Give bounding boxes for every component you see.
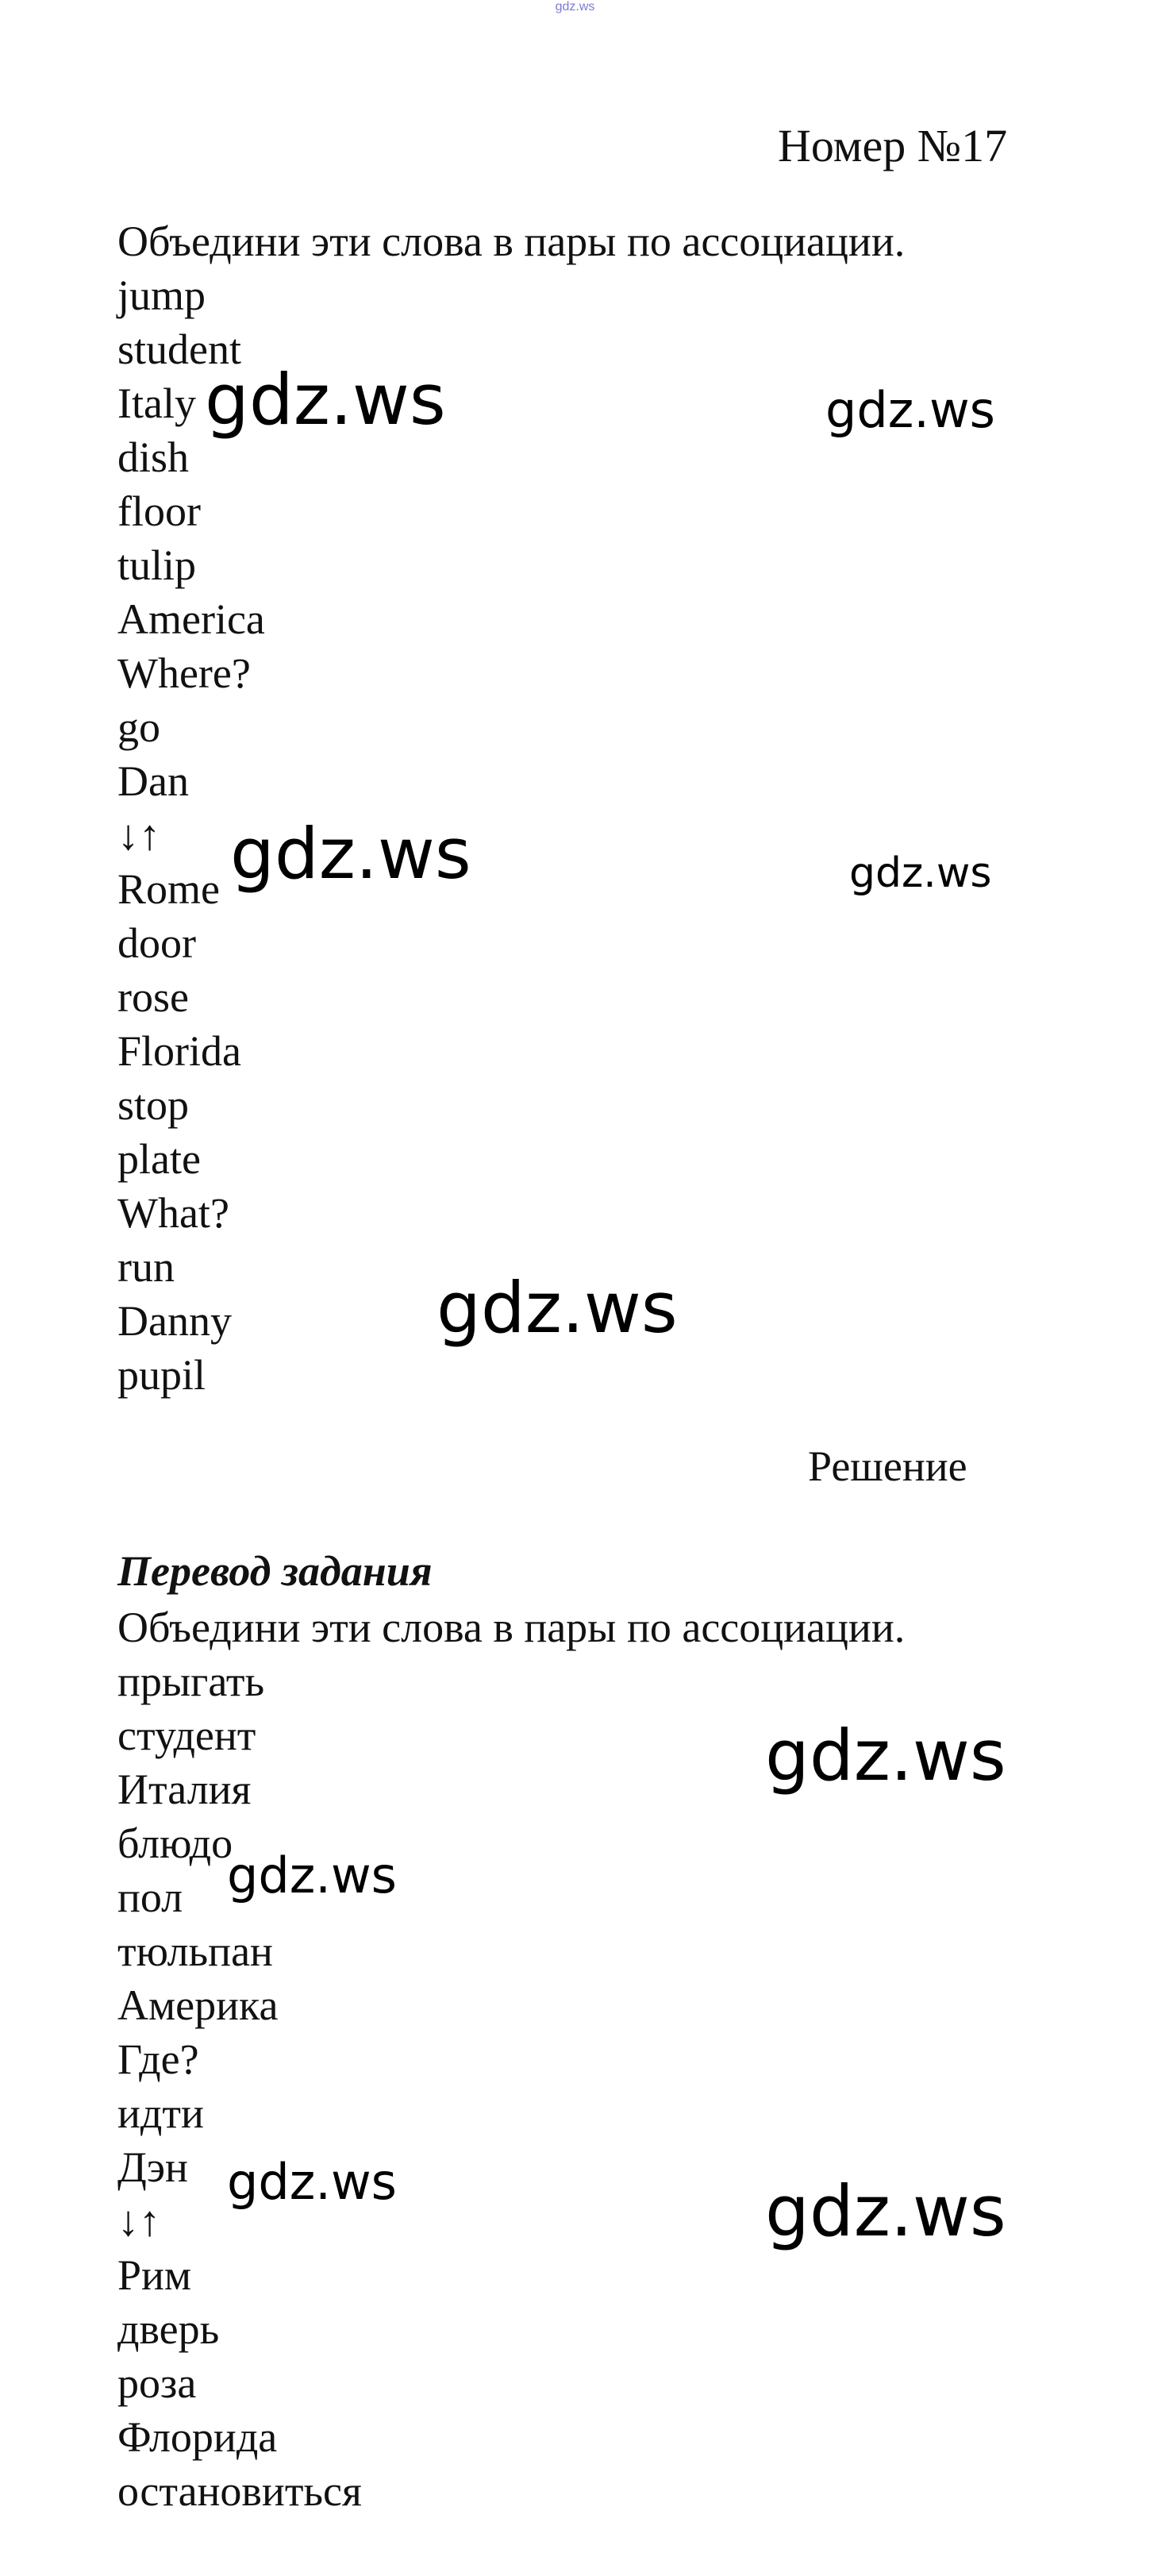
word-item: Rome — [117, 865, 220, 913]
word-item: остановиться — [117, 2467, 362, 2515]
word-item: plate — [117, 1135, 201, 1183]
word-item: Florida — [117, 1027, 241, 1075]
watermark: gdz.ws — [765, 1715, 1006, 1796]
word-item: stop — [117, 1081, 190, 1129]
word-item: дверь — [117, 2305, 220, 2353]
word-item: Где? — [117, 2035, 199, 2083]
word-item: jump — [117, 271, 206, 319]
word-item: студент — [117, 1712, 256, 1759]
top-watermark: gdz.ws — [555, 0, 595, 13]
page-title: Номер №17 — [778, 120, 1008, 171]
word-item: роза — [117, 2359, 197, 2407]
word-item: America — [117, 595, 265, 643]
word-item: Дэн — [117, 2143, 188, 2191]
word-item: pupil — [117, 1351, 206, 1399]
word-item: прыгать — [117, 1658, 265, 1705]
watermark: gdz.ws — [765, 2170, 1006, 2252]
word-item: Italy — [117, 379, 196, 427]
solution-label: Решение — [808, 1442, 967, 1490]
word-item: tulip — [117, 541, 197, 589]
word-item: Danny — [117, 1297, 232, 1345]
word-item: Рим — [117, 2251, 192, 2299]
word-item: идти — [117, 2089, 204, 2137]
word-item: тюльпан — [117, 1927, 273, 1975]
word-item: go — [117, 703, 160, 751]
word-item: Dan — [117, 757, 189, 805]
watermark: gdz.ws — [230, 813, 471, 895]
word-item: door — [117, 919, 196, 967]
watermark: gdz.ws — [849, 849, 992, 897]
watermark: gdz.ws — [205, 359, 446, 441]
arrows-separator: ↓↑ — [117, 811, 160, 859]
word-item: блюдо — [117, 1819, 233, 1867]
watermark: gdz.ws — [825, 381, 995, 439]
word-item: student — [117, 325, 241, 373]
word-item: dish — [117, 433, 190, 481]
watermark: gdz.ws — [437, 1267, 678, 1349]
word-item: Италия — [117, 1765, 252, 1813]
translation-heading: Перевод задания — [117, 1547, 433, 1595]
word-item: run — [117, 1243, 175, 1291]
watermark: gdz.ws — [227, 2153, 397, 2211]
word-item: Флорида — [117, 2413, 278, 2461]
watermark: gdz.ws — [227, 1846, 397, 1904]
translation-instruction: Объедини эти слова в пары по ассоциации. — [117, 1604, 906, 1651]
word-item: Where? — [117, 649, 251, 697]
task-instruction: Объедини эти слова в пары по ассоциации. — [117, 218, 906, 265]
word-item: floor — [117, 487, 201, 535]
word-item: rose — [117, 973, 189, 1021]
arrows-separator: ↓↑ — [117, 2197, 160, 2245]
word-item: What? — [117, 1189, 229, 1237]
word-item: Америка — [117, 1981, 279, 2029]
word-item: пол — [117, 1873, 183, 1921]
